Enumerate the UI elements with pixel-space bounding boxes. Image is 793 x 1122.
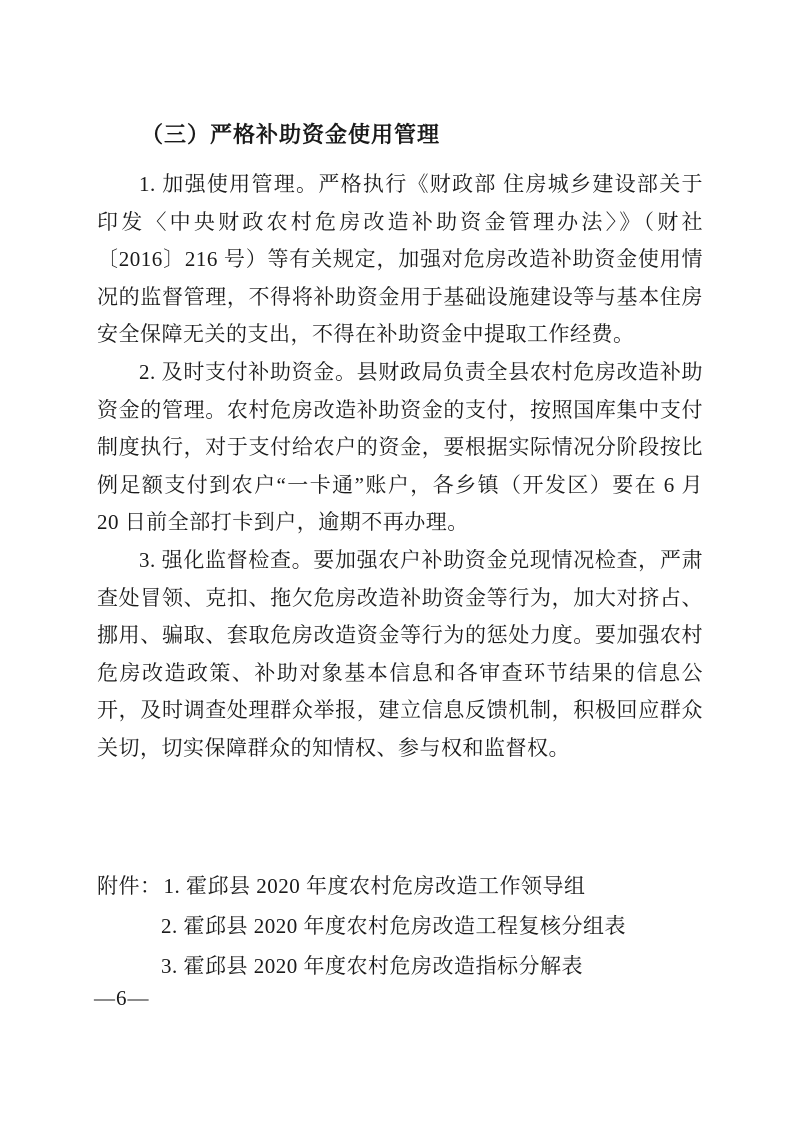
paragraph-1: 1. 加强使用管理。严格执行《财政部 住房城乡建设部关于印发〈中央财政农村危房改造补助资金管理办法〉》（财社〔2016〕216 号）等有关规定，加强对危房改造补助资金使用情况的监督管理，不得将补助资金用于基础设施建设等与基本住房安全保障无关的支出，不得在补助资金中提取工作经费。 [97,172,703,347]
attachment-item-1: 1. 霍邱县 2020 年度农村危房改造工作领导组 [163,873,586,898]
attachment-item-3: 3. 霍邱县 2020 年度农村危房改造指标分解表 [161,953,583,978]
section-heading: （三）严格补助资金使用管理 [141,122,441,147]
document-body [97,116,703,986]
attachment-item-2: 2. 霍邱县 2020 年度农村危房改造工程复核分组表 [161,913,626,938]
attachments-label: 附件： [97,873,162,898]
paragraph-2: 2. 及时支付补助资金。县财政局负责全县农村危房改造补助资金的管理。农村危房改造补助资金的支付，按照国库集中支付制度执行，对于支付给农户的资金，要根据实际情况分阶段按比例足额支付到农户“一卡通”账户，各乡镇（开发区）要在 6 月 20 日前全部打卡到户，逾期不再办理。 [97,359,703,535]
attachment-line-1 [97,866,703,906]
paragraph-3: 3. 强化监督检查。要加强农户补助资金兑现情况检查，严肃查处冒领、克扣、拖欠危房改造补助资金等行为，加大对挤占、挪用、骗取、套取危房改造资金等行为的惩处力度。要加强农村危房改造政策、补助对象基本信息和各审查环节结果的信息公开，及时调查处理群众举报，建立信息反馈机制，积极回应群众关切，切实保障群众的知情权、参与权和监督权。 [97,547,703,760]
page-number: —6— [94,986,150,1010]
attachments-block [97,866,703,986]
